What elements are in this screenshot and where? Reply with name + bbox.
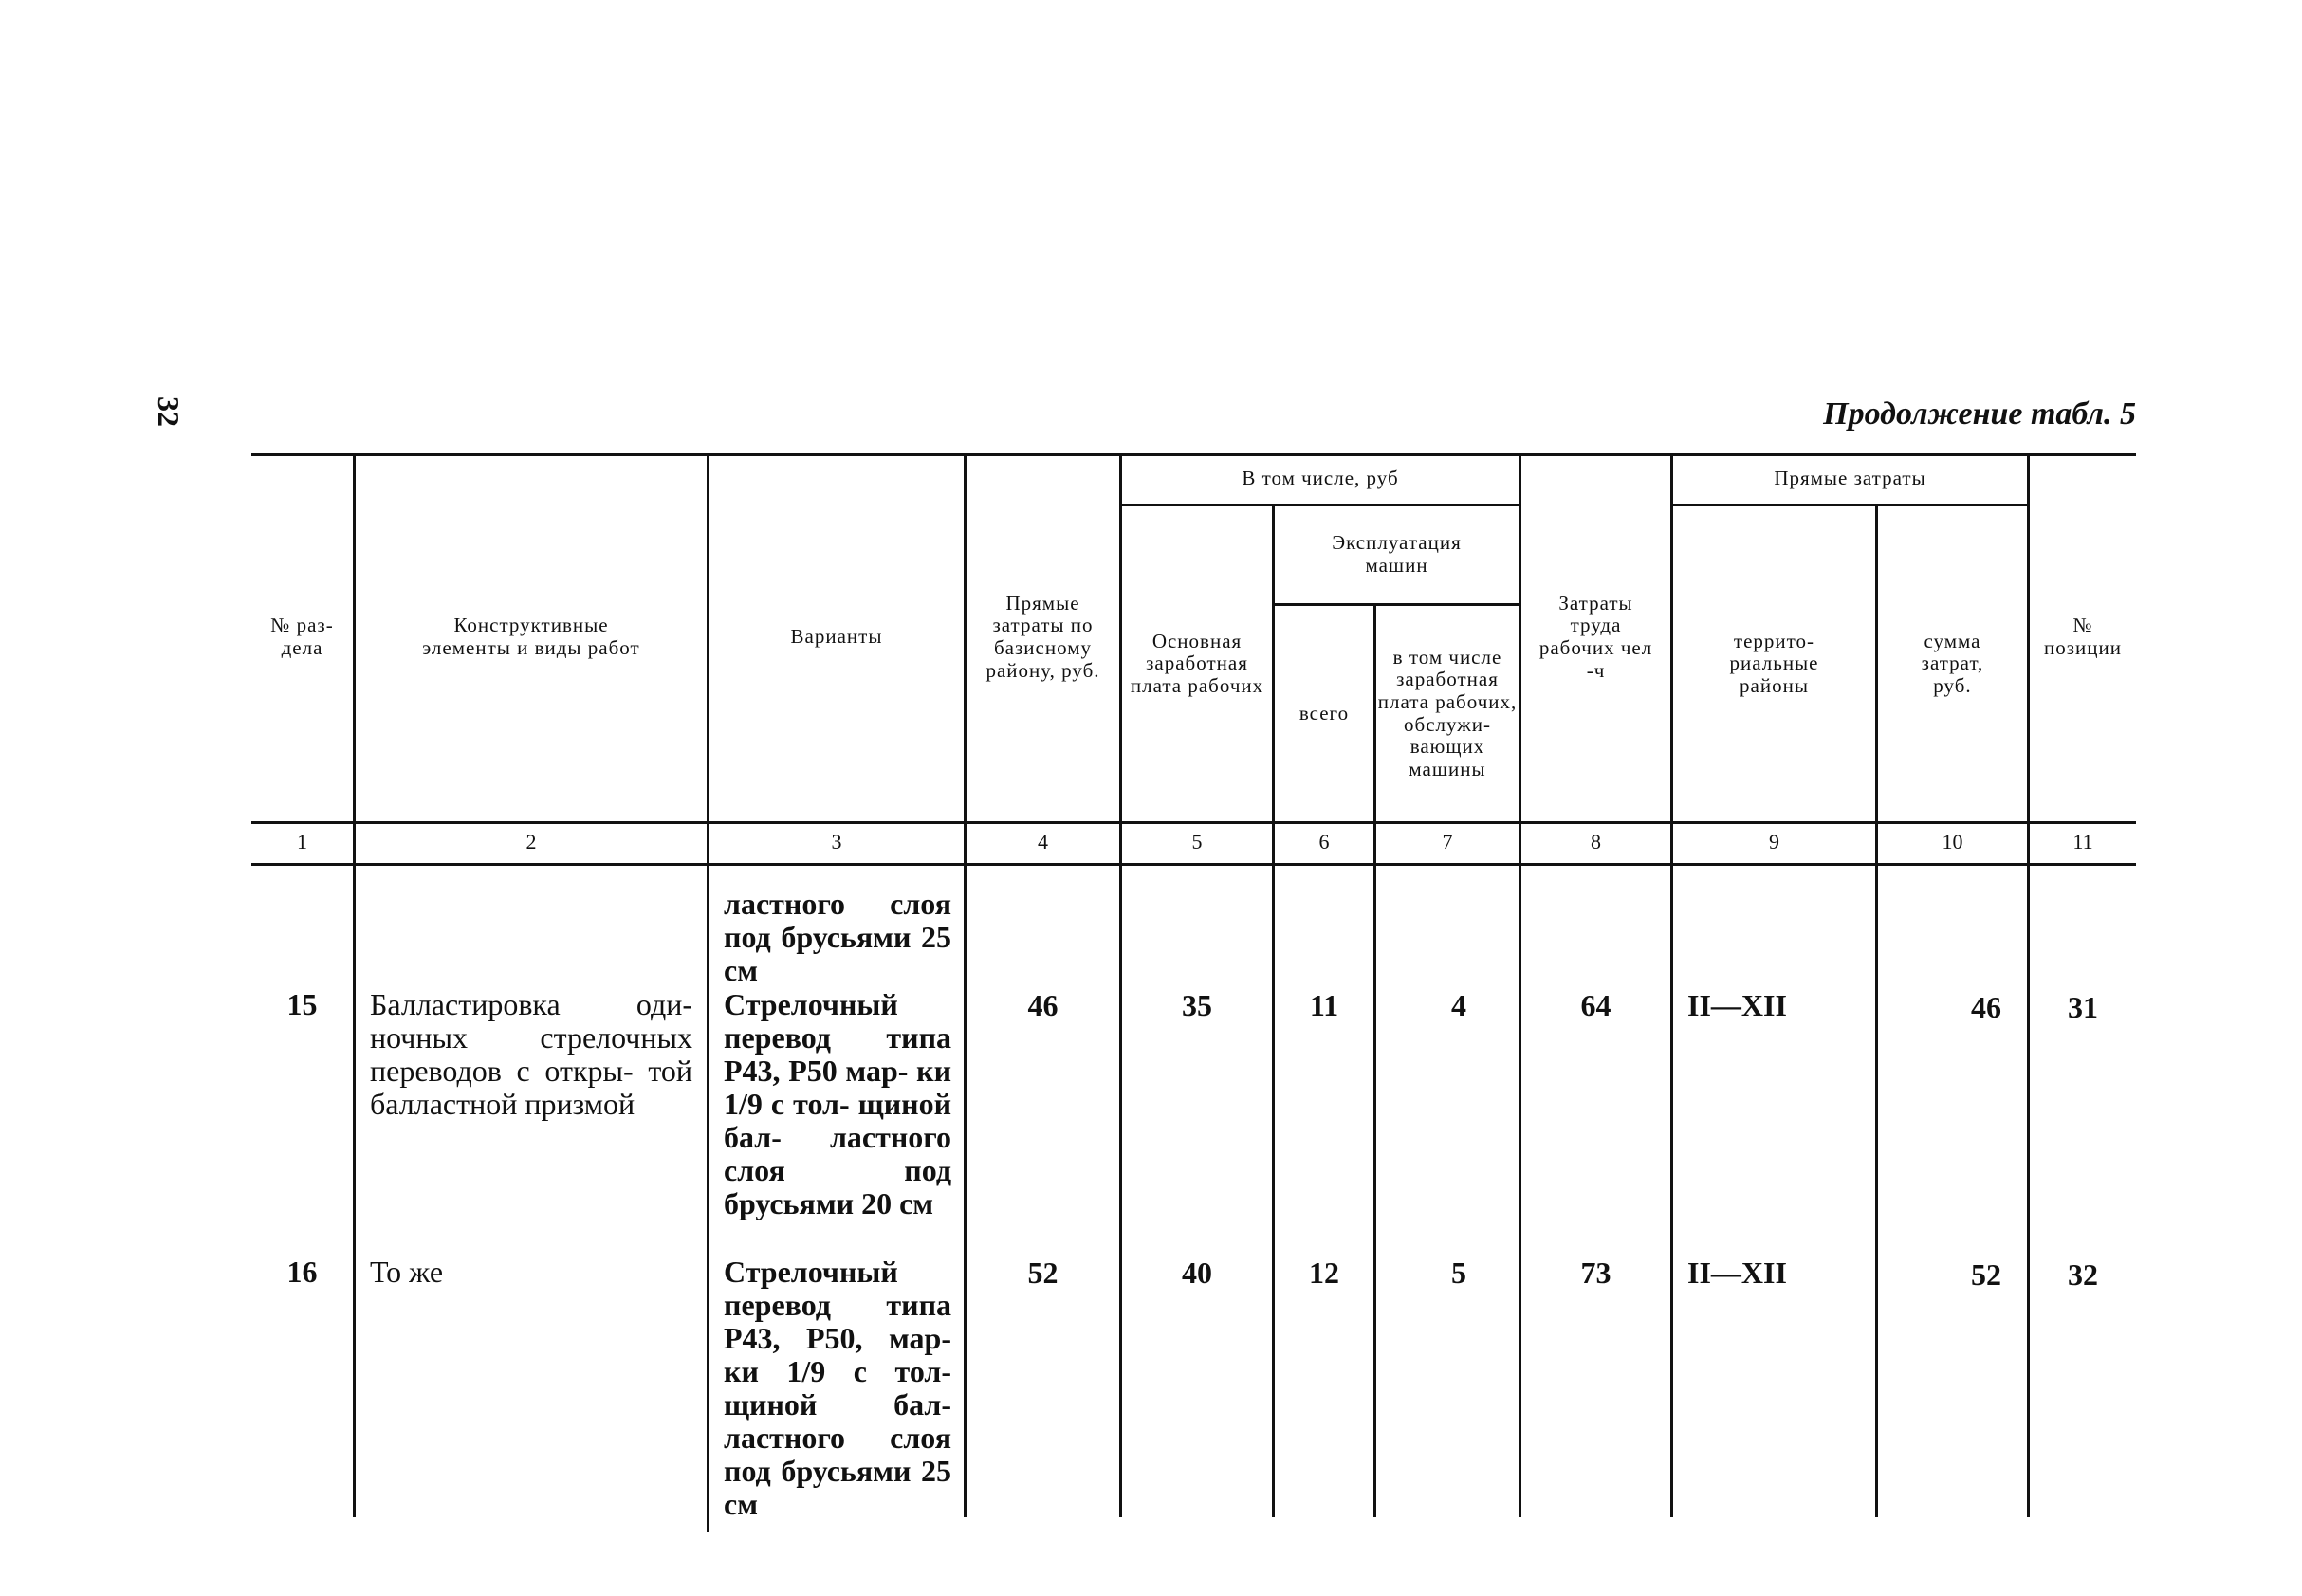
header-direct-base: Прямые затраты по базисному району, руб. (985, 591, 1100, 682)
vrule-b8 (1670, 863, 1673, 1517)
colnum-3: 3 (831, 830, 842, 853)
vrule-b1 (353, 863, 356, 1517)
row16-wages: 40 (1182, 1256, 1212, 1290)
colnum-bottom-rule (251, 863, 2136, 866)
row15-machines-wages: 4 (1451, 988, 1466, 1022)
row16-direct-base: 52 (1027, 1256, 1059, 1290)
row16-section: 16 (286, 1255, 318, 1289)
header-machines-total: всего (1298, 701, 1350, 725)
table-continuation-caption: Продолжение табл. 5 (1823, 396, 2136, 431)
header-sum: сумма затрат, руб. (1921, 629, 1984, 697)
header-position-no: № позиции (2044, 614, 2122, 659)
row16-sum: 52 (1971, 1257, 2001, 1292)
vrule-b5 (1272, 863, 1275, 1517)
colnum-7: 7 (1442, 830, 1453, 853)
colnum-11: 11 (2072, 830, 2093, 853)
vrule-b2 (707, 863, 709, 1532)
row16-machines-total: 12 (1309, 1256, 1339, 1290)
vrule-b6 (1373, 863, 1376, 1517)
data-table (251, 453, 2136, 1534)
header-machines-wages: в том числе заработная плата рабочих, обслужи- вающих машины (1377, 645, 1518, 780)
row16-element: То же (370, 1255, 444, 1289)
row15-variant: Стрелочный перевод типа Р43, Р50 мар- ки 1/9 с тол- щиной бал- ластного слоя под брусьями 20 см (724, 987, 951, 1220)
vrule-b10 (2027, 863, 2030, 1517)
row15-direct-base: 46 (1027, 988, 1059, 1022)
header-elements: Конструктивные элементы и виды работ (422, 614, 640, 659)
header-group-machines: Эксплуатация машин (1332, 531, 1462, 577)
colnum-10: 10 (1942, 830, 1963, 853)
colnum-4: 4 (1038, 830, 1048, 853)
header-variants: Варианты (790, 625, 883, 649)
row15-labor: 64 (1580, 988, 1611, 1022)
header-group-incl: В том числе, руб (1242, 466, 1399, 489)
carryover-variant: ластного слоя под брусьями 25 см (724, 887, 951, 987)
colnum-8: 8 (1591, 830, 1601, 853)
row15-element: Балластировка оди- ночных стрелочных переводов с откры- той балластной призмой (370, 987, 692, 1121)
header-section-no: № раз- дела (270, 614, 334, 659)
row16-labor: 73 (1580, 1256, 1611, 1290)
vrule-b4 (1119, 863, 1122, 1517)
row15-section: 15 (286, 987, 318, 1021)
colnum-6: 6 (1318, 830, 1330, 853)
row15-position: 31 (2068, 990, 2098, 1024)
page-number: 32 (152, 396, 186, 427)
header-regions: террито- риальные районы (1729, 629, 1819, 697)
colnum-2: 2 (525, 830, 537, 853)
row16-variant: Стрелочный перевод типа Р43, Р50, мар- ки 1/9 с тол- щиной бал- ластного слоя под брусьями 25 см (724, 1255, 951, 1521)
colnum-5: 5 (1191, 830, 1203, 853)
row16-position: 32 (2068, 1257, 2098, 1292)
vrule-b3 (964, 863, 967, 1517)
colnum-1: 1 (297, 830, 307, 853)
vrule-b9 (1875, 863, 1878, 1517)
vrule-b7 (1519, 863, 1521, 1517)
row16-machines-wages: 5 (1451, 1256, 1466, 1290)
row15-regions: II—XII (1687, 988, 1787, 1022)
colnum-9: 9 (1769, 830, 1779, 853)
header-labor: Затраты труда рабочих чел -ч (1538, 591, 1653, 682)
header-group-direct: Прямые затраты (1774, 466, 1926, 489)
header-wages: Основная заработная плата рабочих (1130, 629, 1264, 697)
row16-regions: II—XII (1687, 1256, 1787, 1290)
row15-sum: 46 (1971, 990, 2001, 1024)
row15-machines-total: 11 (1309, 988, 1339, 1022)
row15-wages: 35 (1182, 988, 1212, 1022)
